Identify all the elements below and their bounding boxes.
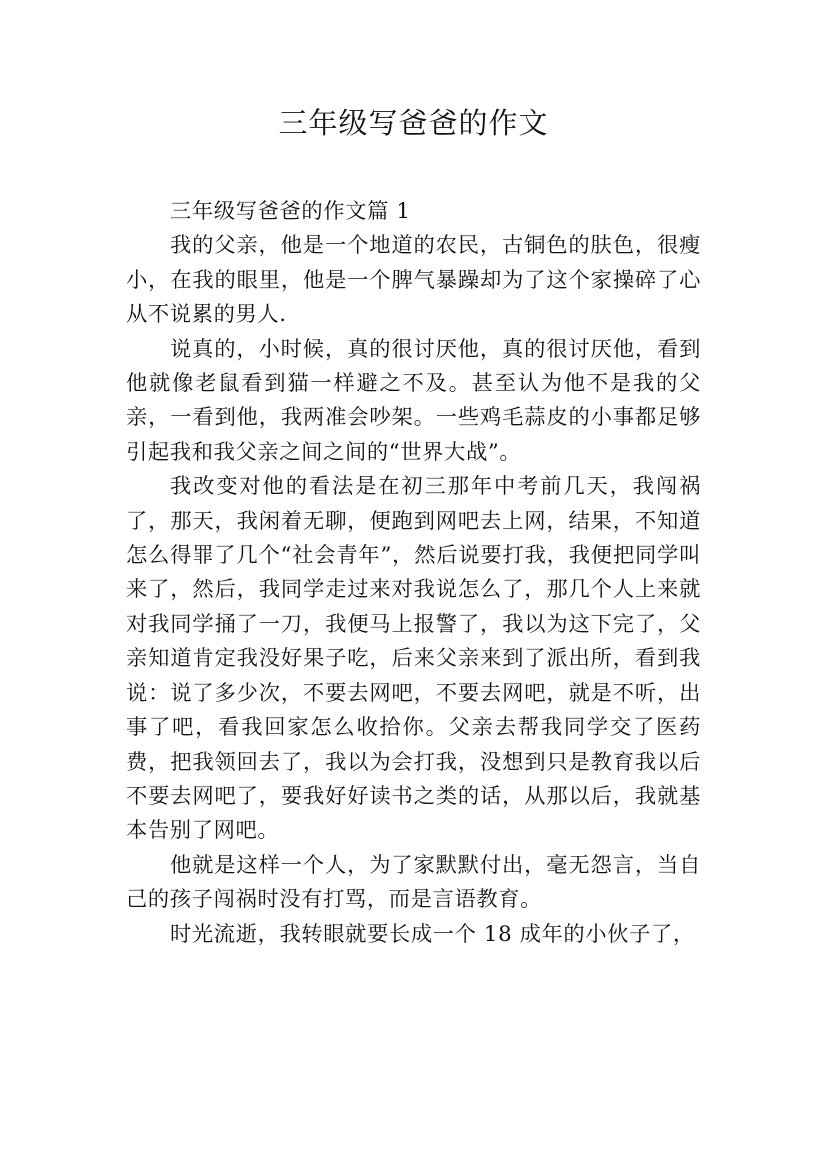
- paragraph-5: 时光流逝，我转眼就要长成一个 18 成年的小伙子了，: [170, 921, 695, 947]
- document-body: [126, 195, 701, 952]
- paragraph-3: 我改变对他的看法是在初三那年中考前几天，我闯祸了，那天，我闲着无聊，便跑到网吧去上网，结果，不知道怎么得罪了几个“社会青年”，然后说要打我，我便把同学叫来了，然后，我同学走过来对我说怎么了，那几个人上来就对我同学捅了一刀，我便马上报警了，我以为这下完了，父亲知道肯定我没好果子吃，后来父亲来到了派出所，看到我说：说了多少次，不要去网吧，不要去网吧，就是不听，出事了吧，看我回家怎么收拾你。父亲去帮我同学交了医药费，把我领回去了，我以为会打我，没想到只是教育我以后不要去网吧了，要我好好读书之类的话，从那以后，我就基本告别了网吧。: [126, 474, 701, 844]
- paragraph-2: 说真的，小时候，真的很讨厌他，真的很讨厌他，看到他就像老鼠看到猫一样避之不及。甚至认为他不是我的父亲，一看到他，我两准会吵架。一些鸡毛蒜皮的小事都足够引起我和我父亲之间之间的“世界大战”。: [126, 336, 701, 465]
- paragraph-1: 我的父亲，他是一个地道的农民，古铜色的肤色，很瘦小，在我的眼里，他是一个脾气暴躁却为了这个家操碎了心从不说累的男人.: [126, 233, 701, 328]
- document-title: 三年级写爸爸的作文: [278, 106, 549, 140]
- paragraph-4: 他就是这样一个人，为了家默默付出，毫无怨言，当自己的孩子闯祸时没有打骂，而是言语教育。: [126, 852, 701, 913]
- section-heading: 三年级写爸爸的作文篇 1: [170, 199, 411, 224]
